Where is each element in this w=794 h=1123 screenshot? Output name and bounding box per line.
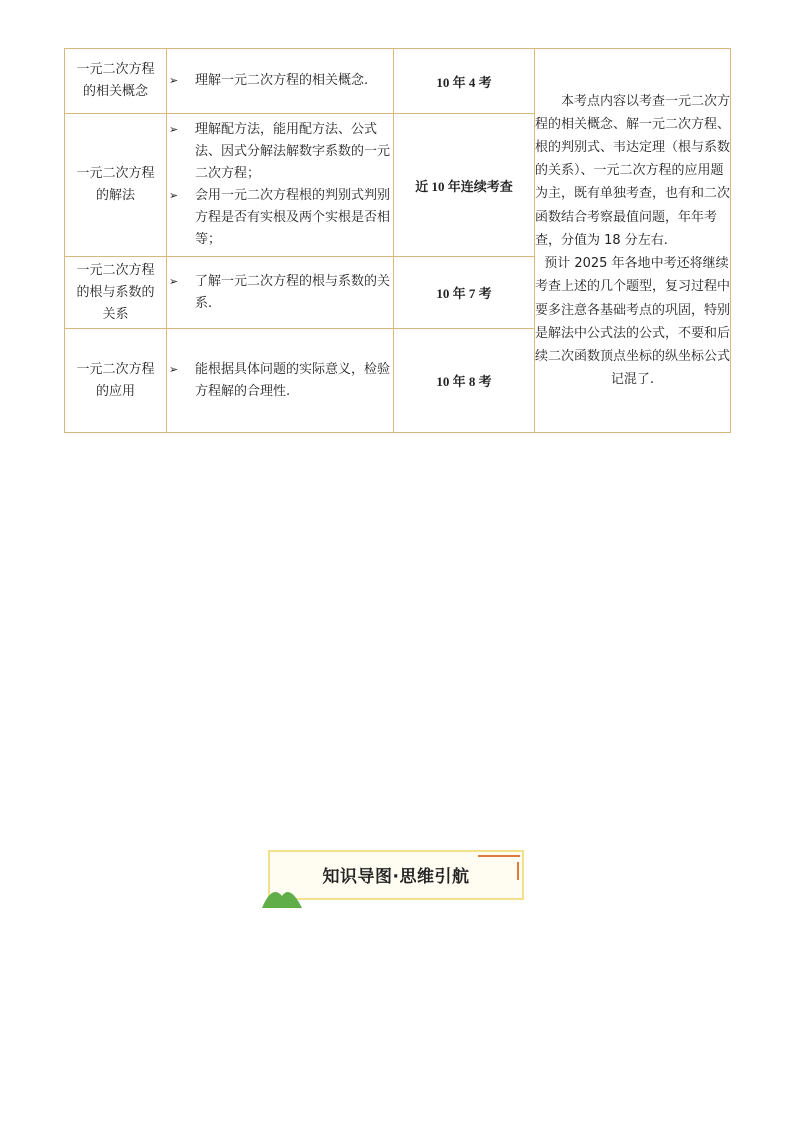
topic-line: 的根与系数的 — [76, 284, 155, 300]
section-banner — [262, 848, 530, 910]
frequency-cell: 10 年 8 考 — [394, 329, 535, 433]
requirement-text: 了解一元二次方程的根与系数的关系. — [195, 273, 391, 311]
arrow-bullet-icon: ➢ — [169, 189, 179, 202]
mountain-icon — [262, 892, 302, 908]
topic-line: 一元二次方程 — [76, 361, 155, 377]
forecast-paragraph: 预计 2025 年各地中考还将继续考查上述的几个题型，复习过程中要多注意各基础考点的巩固，特别是解法中公式法的公式，不要和后续二次函数顶点坐标的纵坐标公式记混了. — [535, 256, 731, 388]
topic-cell — [65, 329, 167, 433]
table-row — [65, 49, 731, 114]
requirement-cell — [167, 114, 394, 257]
arrow-bullet-icon: ➢ — [169, 274, 179, 288]
topic-line: 的解法 — [95, 188, 135, 203]
requirement-cell — [167, 49, 394, 114]
frequency-cell: 近 10 年连续考查 — [394, 114, 535, 257]
exam-analysis-table — [64, 48, 731, 433]
requirement-item — [167, 70, 393, 92]
arrow-bullet-icon: ➢ — [169, 123, 179, 136]
requirement-cell — [167, 257, 394, 329]
requirement-text: 理解配方法，能用配方法、公式法、因式分解法解数字系数的一元二次方程； — [195, 122, 391, 181]
topic-line: 一元二次方程 — [76, 62, 155, 77]
requirement-text: 会用一元二次方程根的判别式判别方程是否有实根及两个实根是否相等； — [195, 188, 391, 247]
topic-line: 关系 — [102, 306, 129, 322]
frequency-cell: 10 年 4 考 — [394, 49, 535, 114]
topic-cell — [65, 257, 167, 329]
topic-cell — [65, 49, 167, 114]
topic-cell — [65, 114, 167, 257]
topic-line: 的相关概念 — [82, 84, 148, 99]
frequency-cell: 10 年 7 考 — [394, 257, 535, 329]
requirement-item — [167, 119, 393, 185]
requirement-item — [167, 185, 393, 251]
requirement-cell — [167, 329, 394, 433]
topic-line: 一元二次方程 — [76, 166, 155, 181]
requirement-item — [167, 359, 393, 403]
requirement-item — [167, 271, 393, 315]
topic-line: 一元二次方程 — [76, 262, 155, 278]
arrow-bullet-icon: ➢ — [169, 362, 179, 376]
analysis-paragraph: 本考点内容以考查一元二次方程的相关概念、解一元二次方程、根的判别式、韦达定理（根与系数的关系）、一元二次方程的应用题为主，既有单独考查，也有和二次函数结合考察最值问题，年年考查，分值为 18 分左右. — [535, 93, 731, 248]
topic-line: 的应用 — [95, 383, 135, 399]
banner-title: 知识导图·思维引航 — [322, 867, 470, 887]
analysis-cell — [535, 49, 731, 433]
requirement-text: 能根据具体问题的实际意义，检验方程解的合理性. — [195, 361, 391, 399]
requirement-text: 理解一元二次方程的相关概念. — [195, 73, 369, 88]
arrow-bullet-icon: ➢ — [169, 74, 179, 87]
